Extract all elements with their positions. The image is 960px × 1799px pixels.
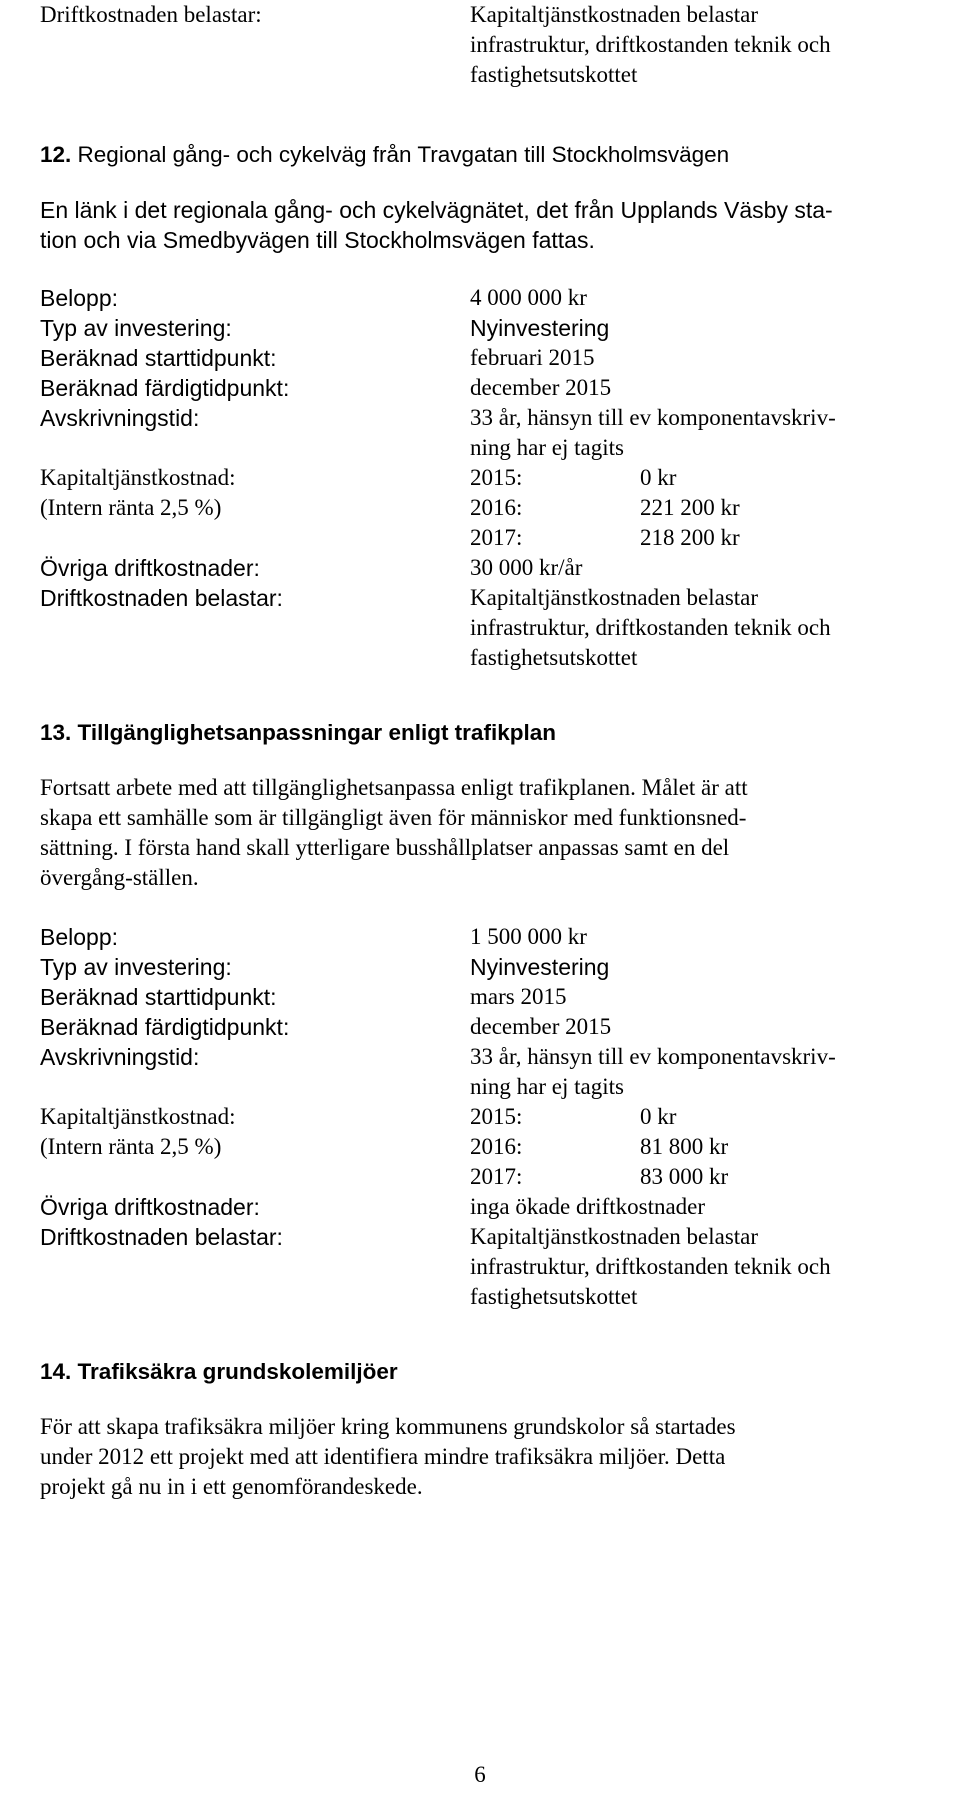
fact-row-ovriga: Övriga driftkostnader: inga ökade driftkostnader	[40, 1194, 706, 1220]
section-14-number: 14.	[40, 1359, 72, 1384]
top-drift-label: Driftkostnaden belastar:	[40, 2, 262, 27]
document-page	[40, 0, 930, 1502]
kap-year-row: 2016: 81 800 kr	[470, 1134, 729, 1159]
page-number: 6	[474, 1762, 486, 1787]
top-drift-line: fastighetsutskottet	[470, 62, 638, 87]
fact-row-typ: Typ av investering: Nyinvestering	[40, 315, 610, 341]
section-12-heading	[40, 141, 930, 169]
top-drift-row	[40, 0, 930, 90]
top-drift-line: Kapitaltjänstkostnaden belastar	[470, 2, 759, 27]
section-12-title: Regional gång- och cykelväg från Travgatan till Stockholmsvägen	[77, 142, 730, 167]
kap-year-row: 2017: 218 200 kr	[470, 525, 740, 550]
section-13-description: Fortsatt arbete med att tillgänglighetsanpassa enligt trafikplanen. Målet är att skapa ett samhälle som är tillgängligt även för människor med funktionsned- sättning. I första hand skall ytterligare busshållplatser anpassas samt en del övergång-ställen.	[40, 775, 748, 890]
fact-row-kapital: Kapitaltjänstkostnad: (Intern ränta 2,5 %) 2015: 0 kr 2016: 81 800 kr 2017: 83 000 kr	[40, 1102, 930, 1192]
section-12-facts	[40, 283, 930, 673]
kap-year-row: 2015: 0 kr	[470, 465, 677, 490]
fact-row-fardig: Beräknad färdigtidpunkt: december 2015	[40, 375, 612, 401]
section-14-heading	[40, 1358, 930, 1386]
top-drift-line: infrastruktur, driftkostanden teknik och	[470, 32, 831, 57]
fact-row-avskrivning: Avskrivningstid: 33 år, hänsyn till ev komponentavskriv- ning har ej tagits	[40, 1044, 836, 1099]
fact-row-typ: Typ av investering: Nyinvestering	[40, 954, 610, 980]
section-13-heading	[40, 719, 930, 747]
fact-row-fardig: Beräknad färdigtidpunkt: december 2015	[40, 1014, 612, 1040]
fact-row-ovriga: Övriga driftkostnader: 30 000 kr/år	[40, 555, 583, 581]
kap-year-row: 2015: 0 kr	[470, 1104, 677, 1129]
fact-row-kapital: Kapitaltjänstkostnad: (Intern ränta 2,5 %) 2015: 0 kr 2016: 221 200 kr 2017: 218 200 kr	[40, 463, 930, 553]
section-13-title: Tillgänglighetsanpassningar enligt trafikplan	[77, 720, 556, 745]
section-13-facts	[40, 922, 930, 1312]
section-12-number: 12.	[40, 142, 72, 167]
fact-row-drift: Driftkostnaden belastar: Kapitaltjänstkostnaden belastar infrastruktur, driftkostanden teknik och fastighetsutskottet	[40, 585, 831, 670]
fact-row-drift: Driftkostnaden belastar: Kapitaltjänstkostnaden belastar infrastruktur, driftkostanden teknik och fastighetsutskottet	[40, 1224, 831, 1309]
section-12-description: En länk i det regionala gång- och cykelvägnätet, det från Upplands Väsby sta- tion och via Smedbyvägen till Stockholmsvägen fattas.	[40, 197, 833, 253]
section-14-title: Trafiksäkra grundskolemiljöer	[77, 1359, 398, 1384]
fact-row-belopp: Belopp: 1 500 000 kr	[40, 924, 587, 950]
fact-row-avskrivning: Avskrivningstid: 33 år, hänsyn till ev komponentavskriv- ning har ej tagits	[40, 405, 836, 460]
section-14-description: För att skapa trafiksäkra miljöer kring kommunens grundskolor så startades under 2012 ett projekt med att identifiera mindre trafiksäkra miljöer. Detta projekt gå nu in i ett genomförandeskede.	[40, 1414, 736, 1499]
section-13-number: 13.	[40, 720, 72, 745]
fact-row-start: Beräknad starttidpunkt: mars 2015	[40, 984, 567, 1010]
fact-row-start: Beräknad starttidpunkt: februari 2015	[40, 345, 595, 371]
fact-row-belopp: Belopp: 4 000 000 kr	[40, 285, 587, 311]
kap-year-row: 2017: 83 000 kr	[470, 1164, 729, 1189]
kap-year-row: 2016: 221 200 kr	[470, 495, 740, 520]
